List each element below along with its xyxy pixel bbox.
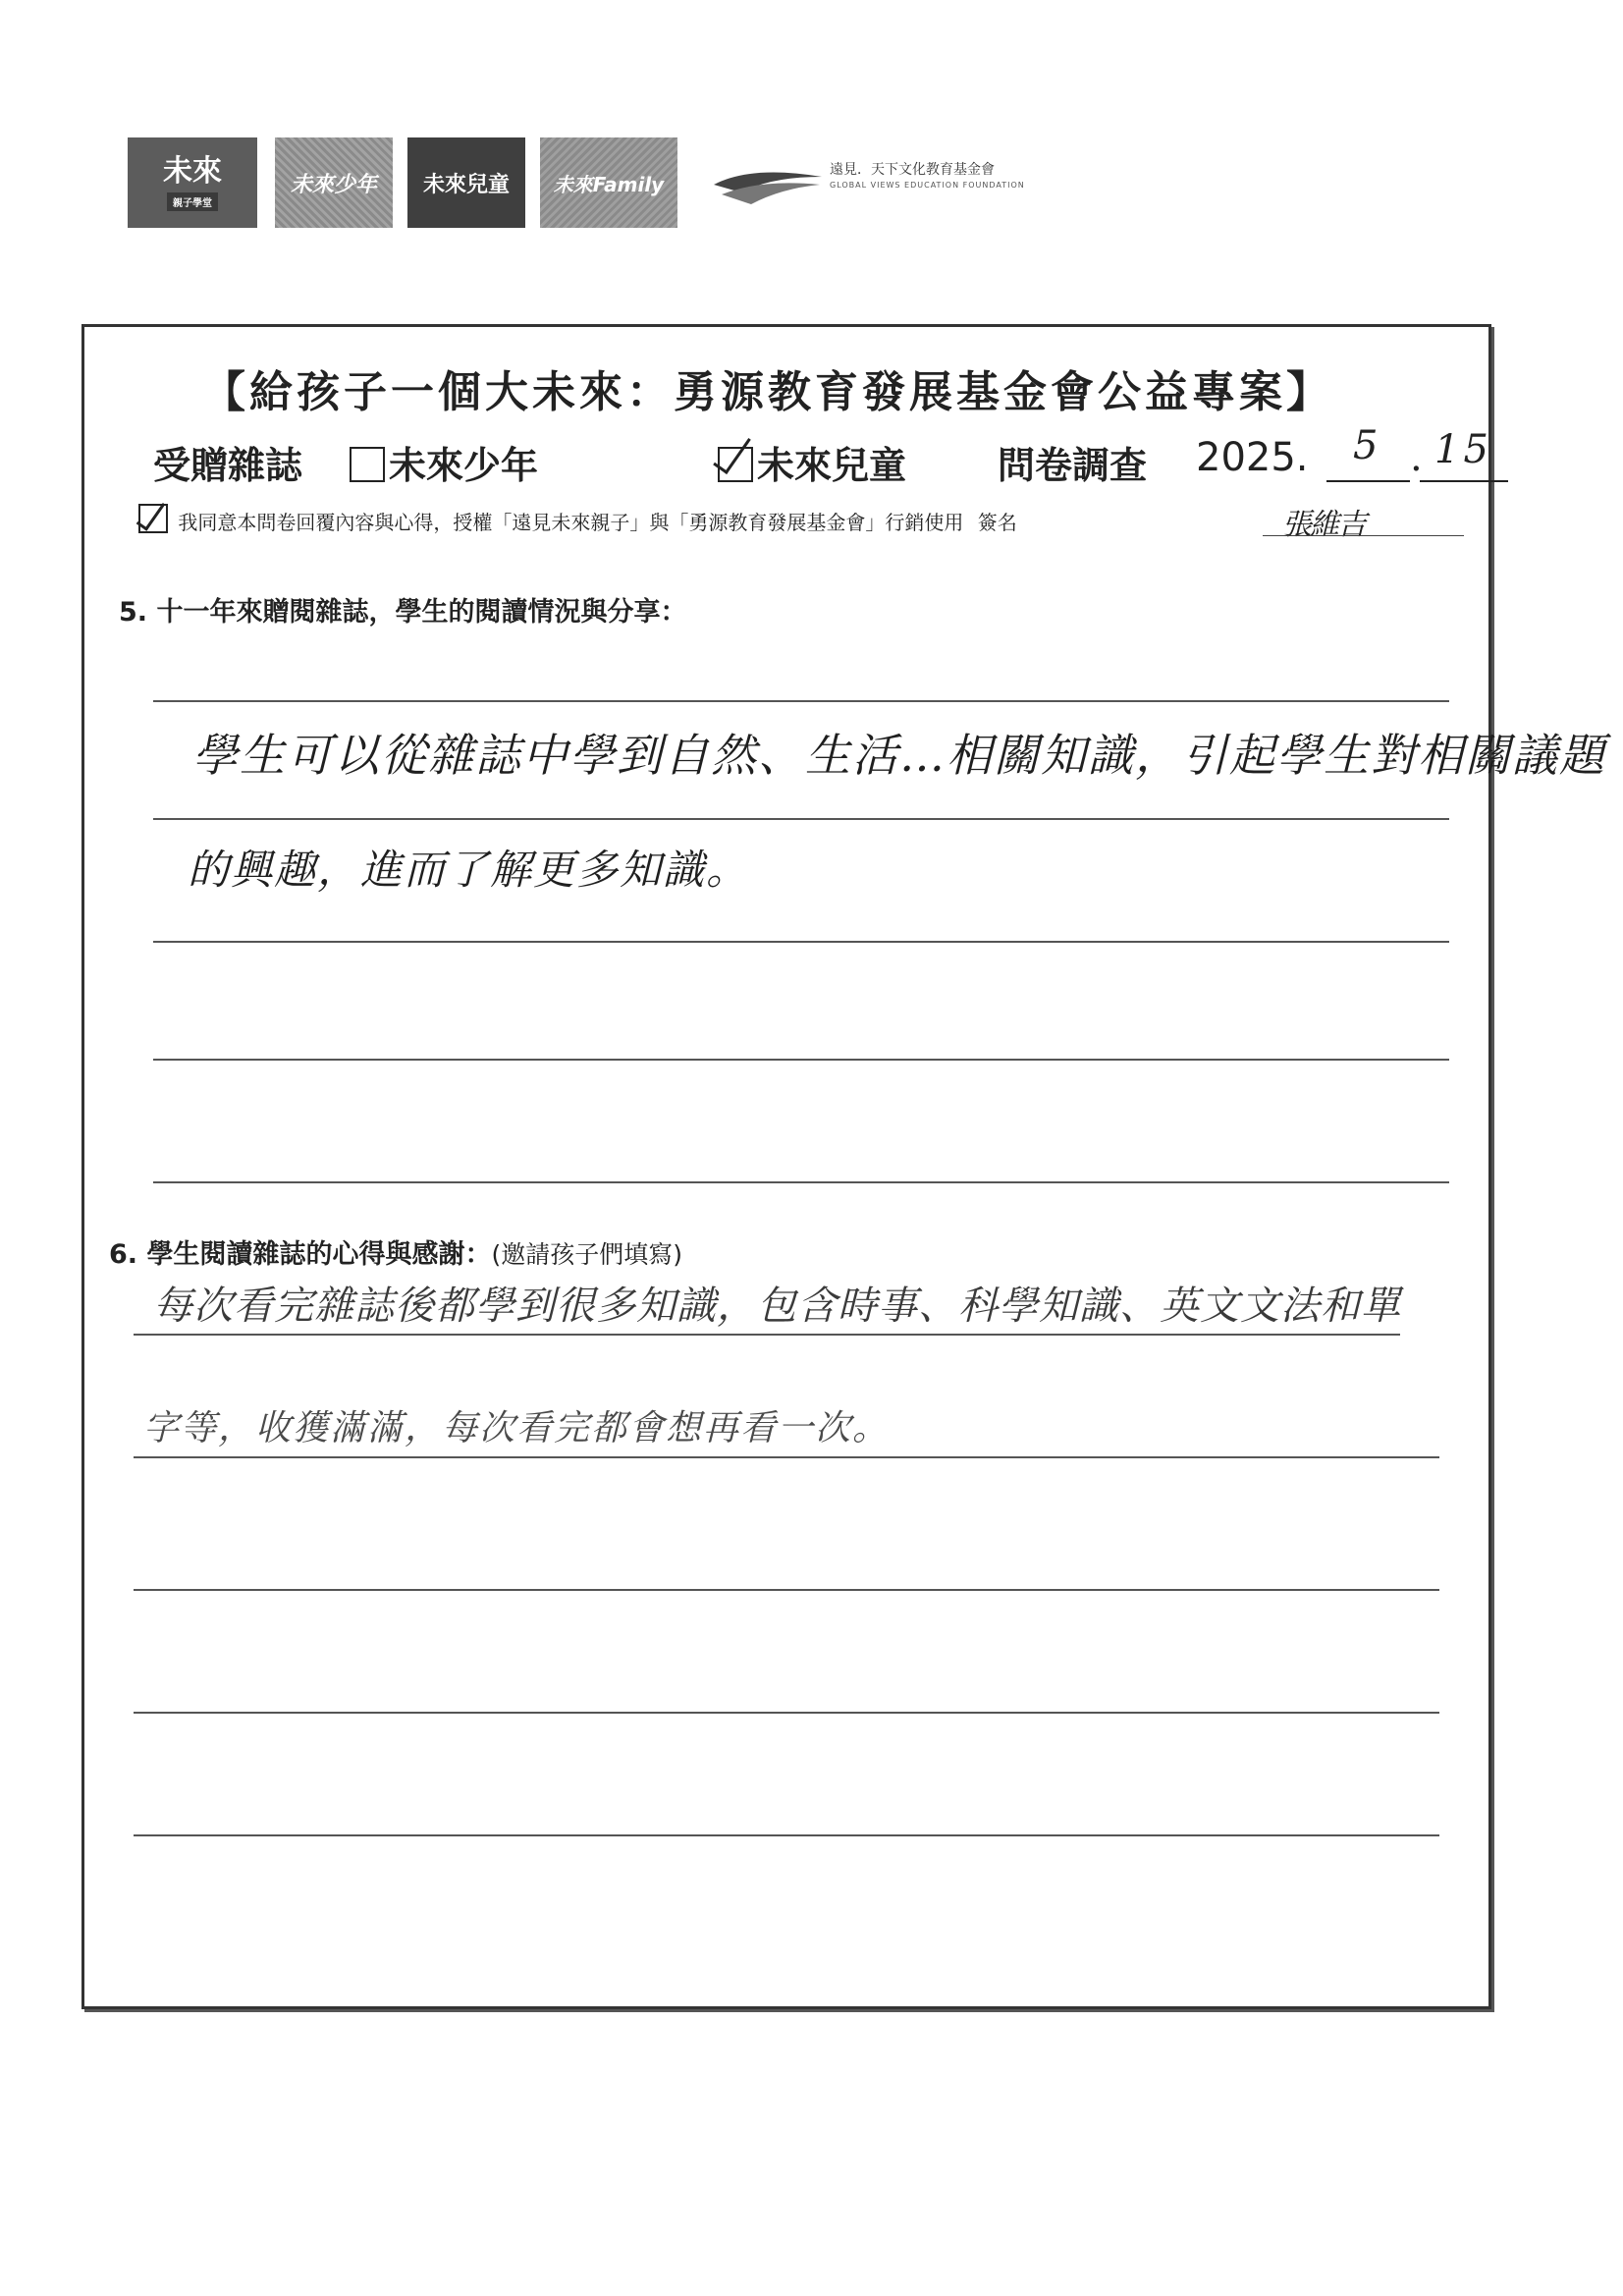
answer-5-line-2[interactable]: 的興趣，進而了解更多知識。 <box>188 846 750 894</box>
day-line <box>1420 480 1508 482</box>
consent-text: 我同意本問卷回覆內容與心得，授權「遠見未來親子」與「勇源教育發展基金會」行銷使用 <box>178 511 964 534</box>
checkbox-children[interactable] <box>718 447 753 482</box>
swoosh-icon <box>712 155 825 214</box>
logo-text: 未來兒童 <box>422 172 510 197</box>
signature[interactable]: 張維吉 <box>1282 508 1365 542</box>
survey-day[interactable]: 15 <box>1434 427 1492 472</box>
question-6-note: (邀請孩子們填寫) <box>491 1240 682 1269</box>
answer-line <box>153 1059 1449 1061</box>
survey-label: 問卷調查 <box>998 443 1148 487</box>
consent-row <box>138 504 1017 535</box>
logo-strip <box>128 137 1025 231</box>
option-youth-label: 未來少年 <box>389 443 539 487</box>
answer-line <box>134 1834 1439 1836</box>
weilai-parenting-logo <box>128 137 257 228</box>
question-6-label <box>109 1232 682 1271</box>
option-children[interactable] <box>718 435 906 489</box>
foundation-logo <box>712 147 1036 226</box>
answer-line <box>153 818 1449 820</box>
logo-text: 未來 <box>163 153 222 189</box>
answer-line <box>153 941 1449 943</box>
logo-text: 未來少年 <box>290 172 377 197</box>
survey-year: 2025. <box>1196 435 1309 480</box>
logo-text: 未來Family <box>553 172 665 196</box>
future-children-logo <box>407 137 525 228</box>
checkbox-youth[interactable] <box>350 447 385 482</box>
answer-line <box>153 1181 1449 1183</box>
date-separator: . <box>1410 435 1423 480</box>
survey-month[interactable]: 5 <box>1353 423 1379 468</box>
future-youth-logo <box>275 137 393 228</box>
option-children-label: 未來兒童 <box>757 443 907 487</box>
future-family-logo <box>540 137 677 228</box>
logo-subtext: 親子學堂 <box>167 192 218 211</box>
answer-line <box>134 1712 1439 1714</box>
foundation-english-name: GLOBAL VIEWS EDUCATION FOUNDATION <box>830 181 1025 190</box>
answer-line <box>134 1334 1400 1336</box>
signature-label: 簽名 <box>977 511 1017 534</box>
question-5-label: 5. 十一年來贈閱雜誌，學生的閱讀情況與分享： <box>119 597 687 628</box>
form-title: 【給孩子一個大未來：勇源教育發展基金會公益專案】 <box>202 367 1333 417</box>
consent-checkbox[interactable] <box>138 504 168 533</box>
survey-form <box>81 324 1606 2009</box>
answer-6-line-2[interactable]: 字等，收獲滿滿，每次看完都會想再看一次。 <box>143 1408 891 1449</box>
magazine-label: 受贈雜誌 <box>153 443 303 487</box>
answer-line <box>134 1589 1439 1591</box>
month-line <box>1326 480 1410 482</box>
option-youth[interactable] <box>350 435 538 489</box>
question-6-title: 6. 學生閱讀雜誌的心得與感謝： <box>109 1239 492 1270</box>
answer-line <box>153 700 1449 702</box>
answer-6-line-1[interactable]: 每次看完雜誌後都學到很多知識，包含時事、科學知識、英文文法和單 <box>153 1284 1401 1329</box>
answer-5-line-1[interactable]: 學生可以從雜誌中學到自然、生活…相關知識，引起學生對相關議題 <box>192 729 1606 782</box>
signature-line <box>1263 535 1464 536</box>
foundation-name: 遠見．天下文化教育基金會 <box>830 162 995 178</box>
answer-line <box>134 1456 1439 1458</box>
